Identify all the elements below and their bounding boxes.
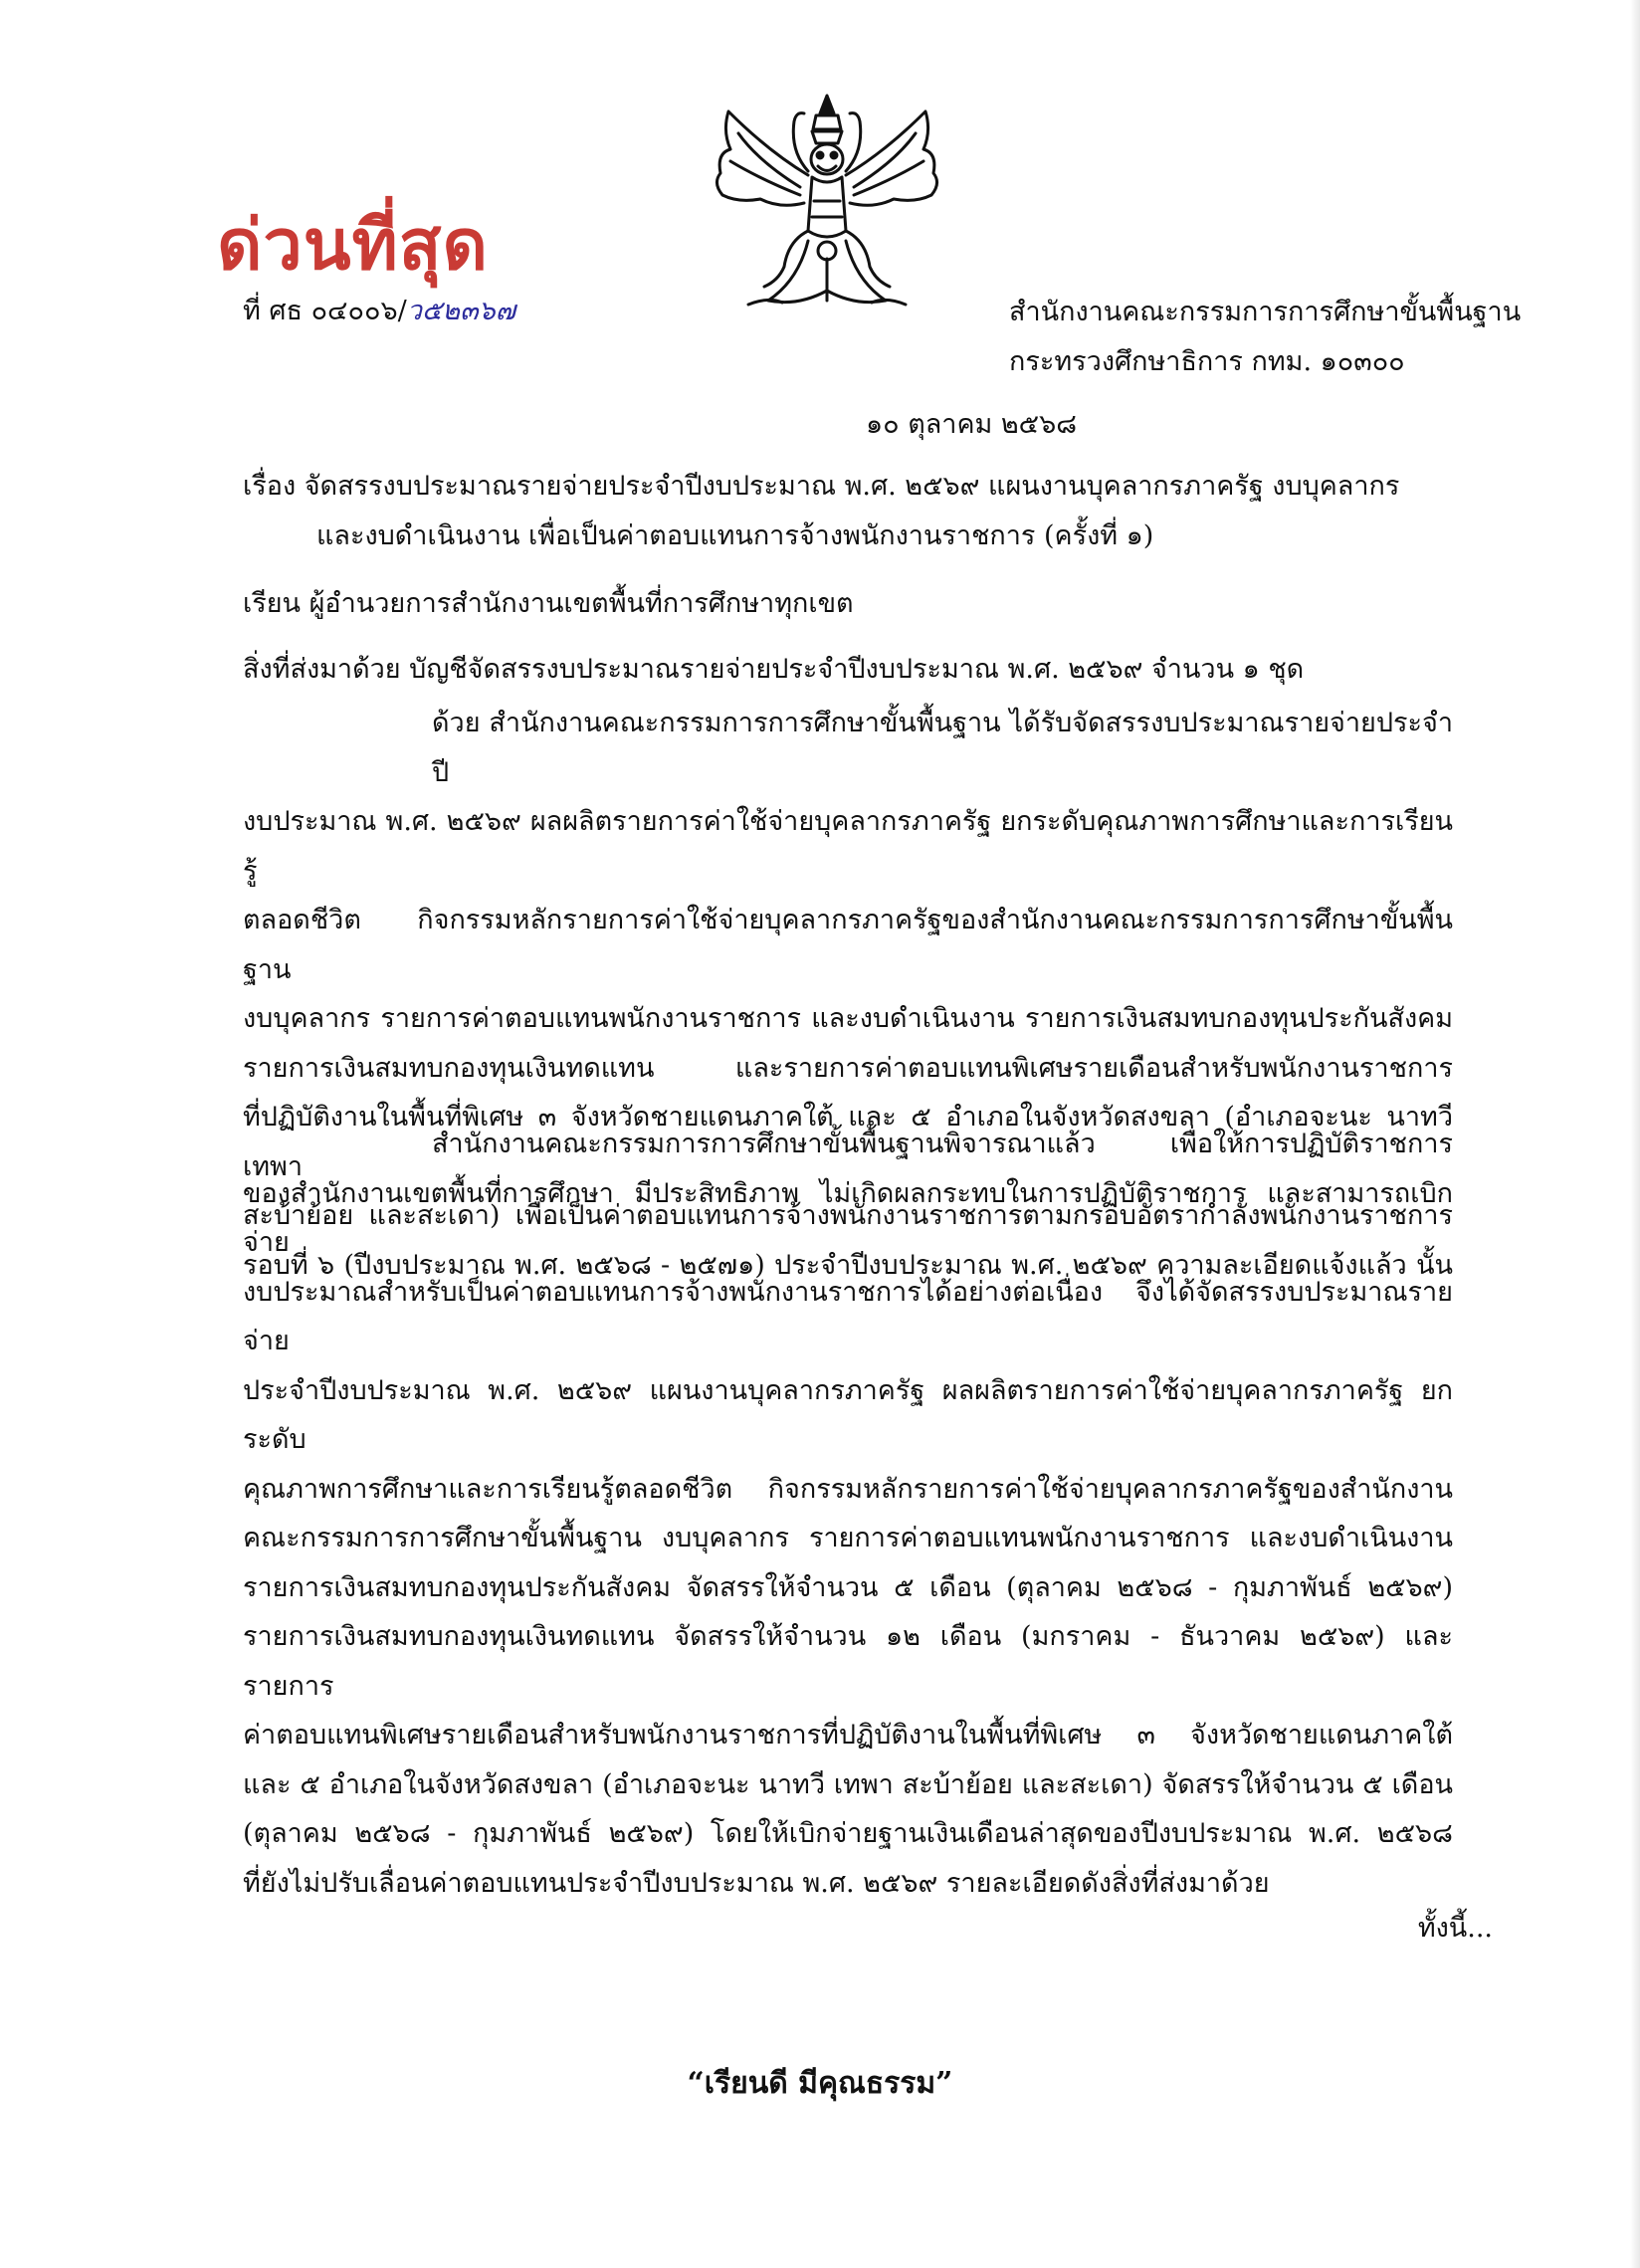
paragraph-line: สะบ้าย้อย และสะเดา) เพื่อเป็นค่าตอบแทนการจ้างพนักงานราชการตามกรอบอัตรากำลังพนักงานราชการ [243,1200,1453,1231]
paragraph-line: ที่ยังไม่ปรับเลื่อนค่าตอบแทนประจำปีงบประมาณ พ.ศ. ๒๕๖๙ รายละเอียดดังสิ่งที่ส่งมาด้วย [243,1867,1270,1899]
continuation-marker: ทั้งนี้... [1417,1913,1493,1944]
salutation [243,579,1453,629]
subject-line: และงบดำเนินงาน เพื่อเป็นค่าตอบแทนการจ้างพนักงานราชการ (ครั้งที่ ๑) [316,519,1154,551]
paragraph-line: ประจำปีงบประมาณ พ.ศ. ๒๕๖๙ แผนงานบุคลากรภาครัฐ ผลผลิตรายการค่าใช้จ่ายบุคลากรภาครัฐ ยกระดับ [243,1374,1453,1455]
subject-block [243,462,1453,560]
page-edge-shadow [1630,0,1640,2268]
paragraph-line: รายการเงินสมทบกองทุนประกันสังคม จัดสรรให้จำนวน ๕ เดือน (ตุลาคม ๒๕๖๘ - กุมภาพันธ์ ๒๕๖๙) [243,1571,1453,1603]
paragraph-line: และ ๕ อำเภอในจังหวัดสงขลา (อำเภอจะนะ นาทวี เทพา สะบ้าย้อย และสะเดา) จัดสรรให้จำนวน ๕ เดือน [243,1768,1453,1800]
paragraph-line: ที่ปฏิบัติงานในพื้นที่พิเศษ ๓ จังหวัดชายแดนภาคใต้ และ ๕ อำเภอในจังหวัดสงขลา (อำเภอจะนะ นาทวี เทพา [243,1102,1453,1182]
paragraph-line: งบประมาณสำหรับเป็นค่าตอบแทนการจ้างพนักงานราชการได้อย่างต่อเนื่อง จึงได้จัดสรรงบประมาณรายจ่าย [243,1276,1453,1356]
paragraph-line: คุณภาพการศึกษาและการเรียนรู้ตลอดชีวิต กิจกรรมหลักรายการค่าใช้จ่ายบุคลากรภาครัฐของสำนักงาน [243,1473,1453,1505]
subject-line: เรื่อง จัดสรรงบประมาณรายจ่ายประจำปีงบประมาณ พ.ศ. ๒๕๖๙ แผนงานบุคลากรภาครัฐ งบบุคลากร [243,471,1400,502]
motto-footer: “เรียนดี มีคุณธรรม” [687,2066,953,2101]
reference-number [243,289,515,331]
paragraph-line: คณะกรรมการการศึกษาขั้นพื้นฐาน งบบุคลากร รายการค่าตอบแทนพนักงานราชการ และงบดำเนินงาน [243,1523,1453,1553]
body-paragraph-2 [243,1120,1453,1908]
office-name: สำนักงานคณะกรรมการการศึกษาขั้นพื้นฐาน [1009,297,1522,327]
paragraph-line: งบประมาณ พ.ศ. ๒๕๖๙ ผลผลิตรายการค่าใช้จ่ายบุคลากรภาครัฐ ยกระดับคุณภาพการศึกษาและการเรียนรู้ [243,806,1453,887]
paragraph-line: รายการเงินสมทบกองทุนเงินทดแทน และรายการค่าตอบแทนพิเศษรายเดือนสำหรับพนักงานราชการ [243,1052,1453,1084]
urgency-stamp: ด่วนที่สุด [217,204,489,286]
salutation-text: เรียน ผู้อำนวยการสำนักงานเขตพื้นที่การศึกษาทุกเขต [243,588,854,619]
paragraph-line: สำนักงานคณะกรรมการการศึกษาขั้นพื้นฐานพิจารณาแล้ว เพื่อให้การปฏิบัติราชการ [432,1129,1453,1159]
issuing-office [1009,288,1521,387]
letter-date: ๑๐ ตุลาคม ๒๕๖๘ [866,409,1078,440]
paragraph-line: ค่าตอบแทนพิเศษรายเดือนสำหรับพนักงานราชการที่ปฏิบัติงานในพื้นที่พิเศษ ๓ จังหวัดชายแดนภาคใต้ [243,1720,1453,1751]
paragraph-line: ด้วย สำนักงานคณะกรรมการการศึกษาขั้นพื้นฐาน ได้รับจัดสรรงบประมาณรายจ่ายประจำปี [432,708,1453,788]
paragraph-line: ของสำนักงานเขตพื้นที่การศึกษา มีประสิทธิภาพ ไม่เกิดผลกระทบในการปฏิบัติราชการ และสามารถเบิกจ่าย [243,1177,1453,1258]
paragraph-line: งบบุคลากร รายการค่าตอบแทนพนักงานราชการ และงบดำเนินงาน รายการเงินสมทบกองทุนประกันสังคม [243,1003,1453,1034]
enclosure-text: สิ่งที่ส่งมาด้วย บัญชีจัดสรรงบประมาณรายจ่ายประจำปีงบประมาณ พ.ศ. ๒๕๖๙ จำนวน ๑ ชุด [243,654,1305,685]
paragraph-line: รอบที่ ๖ (ปีงบประมาณ พ.ศ. ๒๕๖๘ - ๒๕๗๑) ประจำปีงบประมาณ พ.ศ. ๒๕๖๙ ความละเอียดแจ้งแล้ว นั้น [243,1249,1453,1281]
paragraph-line: (ตุลาคม ๒๕๖๘ - กุมภาพันธ์ ๒๕๖๙) โดยให้เบิกจ่ายฐานเงินเดือนล่าสุดของปีงบประมาณ พ.ศ. ๒๕๖๘ [243,1818,1453,1849]
reference-handwritten-number: ว๕๒๓๖๗ [406,296,515,326]
enclosure [243,645,1453,695]
office-address: กระทรวงศึกษาธิการ กทม. ๑๐๓๐๐ [1009,346,1405,377]
reference-prefix: ที่ ศธ ๐๔๐๐๖/ [243,296,407,326]
paragraph-line: รายการเงินสมทบกองทุนเงินทดแทน จัดสรรให้จำนวน ๑๒ เดือน (มกราคม - ธันวาคม ๒๕๖๙) และรายการ [243,1621,1453,1702]
garuda-emblem-icon [709,92,945,320]
paragraph-line: ตลอดชีวิต กิจกรรมหลักรายการค่าใช้จ่ายบุคลากรภาครัฐของสำนักงานคณะกรรมการการศึกษาขั้นพื้นฐาน [243,905,1453,985]
